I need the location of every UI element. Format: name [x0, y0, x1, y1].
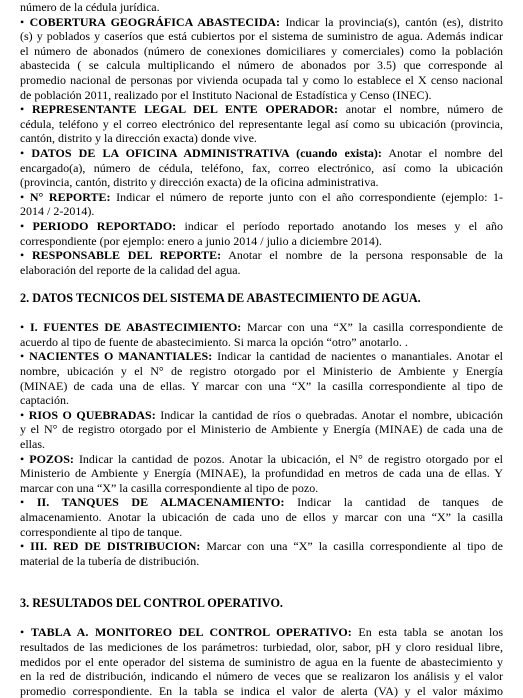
text-line: material de la tubería de distribución. — [20, 553, 200, 568]
item-label: REPRESENTANTE LEGAL DEL ENTE OPERADOR: — [31, 102, 339, 117]
text-line: encargado(a), número de cédula, teléfono, fax, correo electrónico, así como la ubicación — [20, 160, 503, 175]
item-fuentes — [20, 320, 503, 349]
text-line: el número de abonados (número de conexiones domiciliares y comerciales) como la población — [20, 43, 503, 58]
text-line: • DATOS DE LA OFICINA ADMINISTRATIVA (cuando exista): Anotar el nombre del — [20, 145, 503, 160]
text-line: • III. RED DE DISTRIBUCION: Marcar con una “X” la casilla correspondiente al tipo de — [20, 539, 504, 554]
item-nacientes — [20, 349, 503, 407]
text-line: resultados de las mediciones de los parámetros: turbiedad, olor, sabor, pH y cloro residual libre, — [20, 639, 503, 654]
item-periodo — [20, 219, 503, 248]
item-label: III. RED DE DISTRIBUCION: — [30, 539, 201, 554]
item-label: II. TANQUES DE ALMACENAMIENTO: — [36, 495, 285, 510]
text-line: • I. FUENTES DE ABASTECIMIENTO: Marcar con una “X” la casilla correspondiente de — [20, 320, 504, 335]
item-label: NACIENTES O MANANTIALES: — [29, 349, 213, 364]
item-oficina — [20, 146, 503, 190]
item-rios — [20, 408, 503, 452]
text-line: • RESPONSABLE DEL REPORTE: Anotar el nombre de la persona responsable de la — [20, 248, 504, 263]
text-line: promedio nacional de personas por vivienda ocupada tal y como lo establece el X censo nacional — [20, 72, 503, 87]
item-label: POZOS: — [29, 451, 74, 466]
text-line: elaboración del reporte de la calidad del agua. — [20, 262, 241, 277]
text-line: • PERIODO REPORTADO: indicar el período reportado anotando los meses y el año — [20, 218, 504, 233]
section-heading: 3. RESULTADOS DEL CONTROL OPERATIVO. — [20, 596, 283, 611]
item-label: PERIODO REPORTADO: — [32, 218, 177, 233]
text-line: (s) y poblados y caseríos que está cubiertos por el sistema de suministro de agua. Además indicar — [20, 29, 503, 44]
text-line: cantón, distrito y la dirección exacta) donde vive. — [20, 131, 257, 146]
item-label: RESPONSABLE DEL REPORTE: — [31, 248, 222, 263]
text-line: cédula, teléfono y el correo electrónico del representante legal así como su ubicación (provincia, — [20, 116, 503, 131]
text-line: 2014 / 2-2014). — [20, 204, 95, 219]
item-label: COBERTURA GEOGRÁFICA ABASTECIDA: — [29, 14, 281, 29]
text-line: correspondiente al tipo de tanque. — [20, 524, 183, 539]
item-label: N° REPORTE: — [29, 189, 111, 204]
text-line: • TABLA A. MONITOREO DEL CONTROL OPERATIVO: En esta tabla se anotan los — [20, 625, 504, 640]
item-tanques — [20, 495, 503, 539]
text-line: (MINAE) de cada una de ellas. Y marcar con una “X” la casilla correspondiente al tipo de — [20, 378, 503, 393]
text-line: acuerdo al tipo de fuente de abastecimiento. Si marca la opción “otro” anotarlo. . — [20, 334, 408, 349]
item-responsable — [20, 248, 503, 277]
text-line: • NACIENTES O MANANTIALES: Indicar la cantidad de nacientes o manantiales. Anotar el — [20, 349, 504, 364]
item-red — [20, 539, 503, 568]
item-label: DATOS DE LA OFICINA ADMINISTRATIVA (cuando exista): — [31, 145, 382, 160]
text-line: almacenamiento. Anotar la ubicación de cada uno de ellos y marcar con una “X” la casilla — [20, 510, 503, 524]
item-pozos — [20, 452, 503, 496]
text-line: captación. — [20, 393, 69, 408]
item-reporte — [20, 190, 503, 219]
item-representante — [20, 102, 503, 146]
text-line: • REPRESENTANTE LEGAL DEL ENTE OPERADOR: anotar el nombre, número de — [20, 102, 503, 117]
text-line: • COBERTURA GEOGRÁFICA ABASTECIDA: Indicar la provincia(s), cantón (es), distrito — [20, 14, 504, 29]
text-line: número de la cédula jurídica. — [20, 0, 160, 14]
text-line: en la red de distribución, indicando el número de veces que se realizaron los análisis y el valor — [20, 669, 503, 684]
item-tabla-a — [20, 625, 503, 698]
text-line: ellas. — [20, 437, 45, 452]
text-line: y el N° de registro otorgado por el Ministerio de Ambiente y Energía (MINAE) de cada una de — [20, 422, 503, 437]
text-line: • RIOS O QUEBRADAS: Indicar la cantidad de ríos o quebradas. Anotar el nombre, ubicación — [20, 407, 504, 422]
item-label: TABLA A. MONITOREO DEL CONTROL OPERATIVO: — [30, 625, 352, 640]
item-label: RIOS O QUEBRADAS: — [28, 407, 156, 422]
item-label: I. FUENTES DE ABASTECIMIENTO: — [29, 320, 242, 335]
text-line: abastecida ( se calcula multiplicando el número de abonados por 3.5) que corresponde al — [20, 58, 503, 73]
text-line: de población 2011, realizado por el Instituto Nacional de Estadística y Censo (INEC). — [20, 87, 432, 102]
item-cobertura — [20, 15, 503, 103]
text-line: Ministerio de Ambiente y Energía (MINAE), la profundidad en metros de cada una de ellas. Y — [20, 466, 503, 481]
text-line: promedio correspondiente. En la tabla se indica el valor de alerta (VA) y el valor máximo — [20, 683, 503, 698]
bullet: • — [20, 14, 25, 29]
text-line: marcar con una “X” la casilla correspondiente al tipo de pozo. — [20, 480, 319, 495]
text-line: • N° REPORTE: Indicar el número de reporte junto con el año correspondiente (ejemplo: 1- — [20, 189, 504, 204]
text-line: medidos por el ente operador del sistema de suministro de agua en la fuente de abastecimiento y — [20, 654, 503, 669]
text-line: • II. TANQUES DE ALMACENAMIENTO: Indicar la cantidad de tanques de — [20, 495, 504, 510]
text-line: • POZOS: Indicar la cantidad de pozos. Anotar la ubicación, el N° de registro otorgado por el — [20, 451, 504, 466]
section-heading: 2. DATOS TECNICOS DEL SISTEMA DE ABASTECIMIENTO DE AGUA. — [20, 291, 421, 306]
text-line: nombre, ubicación y el N° de registro otorgado por el Ministerio de Ambiente y Energía — [20, 364, 503, 379]
text-line: (provincia, cantón, distrito y dirección exacta) de la oficina administrativa. — [20, 175, 379, 190]
text-line: correspondiente (por ejemplo: enero a junio 2014 / julio a diciembre 2014). — [20, 233, 382, 248]
